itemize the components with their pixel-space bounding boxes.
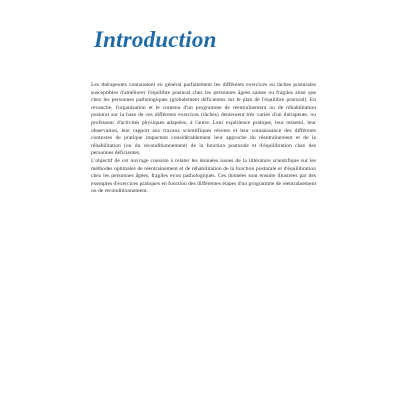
paragraph-2: L'objectif de cet ouvrage consiste à relater les données issues de la littérature scientifique sur les méthodes optimales de réentraînement et de réhabilitation de la fonction posturale et d'équilibration chez les personnes âgées, fragiles et/ou pathologiques. Ces données sont ensuite illustrées par des exemples d'exercices pratiques en fonction des différentes étapes d'un programme de réentraînement ou de reconditionnement.	[91, 157, 316, 195]
page-title: Introduction	[94, 27, 217, 52]
introduction-body	[91, 82, 316, 196]
paragraph-1: Les thérapeutes connaissent en général parfaitement les différents exercices ou tâches posturales susceptibles d'améliorer l'équilibre postural chez les personnes âgées saines ou fragiles ainsi que chez les personnes pathologiques (globalement déficientes sur le plan de l'équilibre postural). En revanche, l'organisation et le contenu d'un programme de réentraînement ou de réhabilitation postural sur la base de ces différents exercices (tâches) demeurent très variés d'un thérapeute, ou professeur d'activités physiques adaptées, à l'autre. Leur expérience pratique, leur ressenti, leur observation, leur rapport aux travaux scientifiques récents et leur connaissance des différents contextes de pratique impactent considérablement leur approche du réentraînement et de la réhabilitation (ou du reconditionnement) de la fonction posturale et d'équilibration chez des personnes déficientes.	[91, 82, 316, 157]
